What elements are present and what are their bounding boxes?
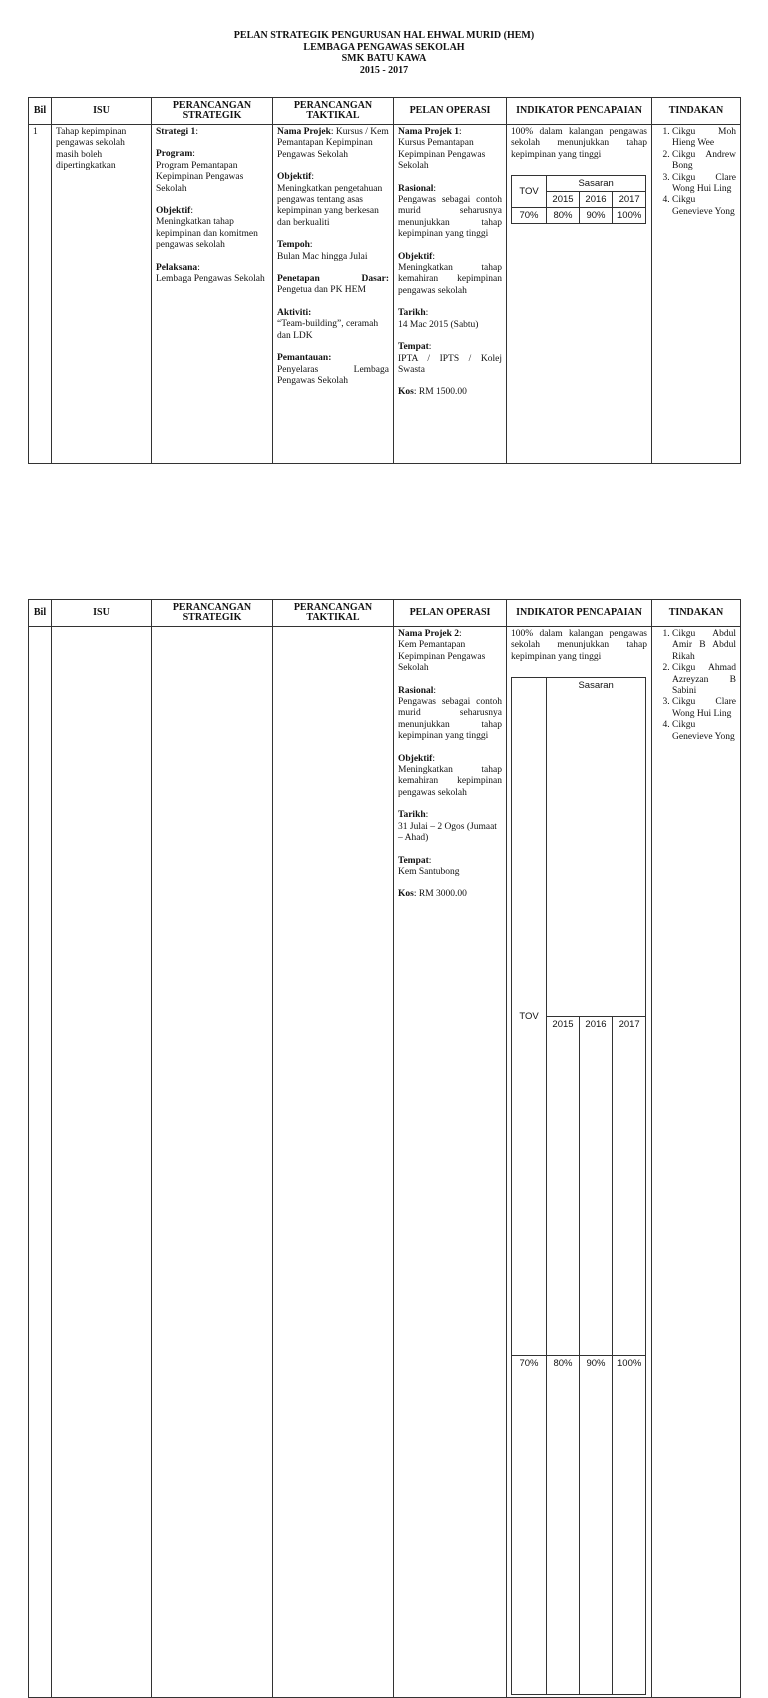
projek-label: Nama Projek xyxy=(277,127,331,137)
objektif-text: Meningkatkan tahap kepimpinan dan komitmen pengawas sekolah xyxy=(156,217,258,251)
header-title: PELAN STRATEGIK PENGURUSAN HAL EHWAL MURID (HEM) xyxy=(233,30,535,41)
col-operasi: PELAN OPERASI xyxy=(394,600,507,627)
aktiviti-label: Aktiviti: xyxy=(277,307,312,318)
target-table xyxy=(511,677,646,1695)
tov-label: TOV xyxy=(512,176,547,208)
target-value: 100% xyxy=(613,208,646,224)
kos-label: Kos xyxy=(398,889,414,900)
tempoh-text: Bulan Mac hingga Julai xyxy=(277,251,368,262)
target-value: 80% xyxy=(547,1356,580,1695)
indikator-text: 100% dalam kalangan pengawas sekolah menunjukkan tahap kepimpinan yang tinggi xyxy=(511,127,647,160)
rasional-label: Rasional xyxy=(398,685,434,696)
col-tindakan: TINDAKAN xyxy=(652,600,741,627)
kos-label: Kos xyxy=(398,387,414,398)
list-item: 1. Cikgu Abdul Amir B Abdul Rikah xyxy=(672,629,736,663)
header-organization: LEMBAGA PENGAWAS SEKOLAH xyxy=(303,41,465,53)
cell-operasi: Nama Projek 1: Kursus Pemantapan Kepimpinan Pengawas Sekolah Rasional: Pengawas sebagai contoh murid seharusnya menunjukkan tahap kepimpinan yang tinggi Objektif: Meningkatkan tahap kemahiran kepimpinan pengawas sekolah Tarikh: 14 Mac 2015 (Sabtu) Tempat: IPTA / IPTS / Kolej Swasta Kos: RM 1500.00 xyxy=(394,125,507,464)
table-row xyxy=(29,125,741,464)
document-header xyxy=(0,30,768,76)
strategi-label: Strategi 1 xyxy=(156,127,196,137)
objektif-label: Objektif xyxy=(398,251,433,262)
cell-operasi: Nama Projek 2: Kem Pemantapan Kepimpinan Pengawas Sekolah Rasional: Pengawas sebagai contoh murid seharusnya menunjukkan tahap kepimpinan yang tinggi Objektif: Meningkatkan tahap kemahiran kepimpinan pengawas sekolah Tarikh: 31 Julai – 2 Ogos (Jumaat – Ahad) Tempat: Kem Santubong Kos: RM 3000.00 xyxy=(394,627,507,1698)
target-value: 90% xyxy=(580,1356,613,1695)
cell-strategik: Strategi 1: Program: Program Pemantapan Kepimpinan Pengawas Sekolah Objektif: Meningkatkan tahap kepimpinan dan komitmen pengawas sekolah Pelaksana: Lembaga Pengawas Sekolah xyxy=(152,125,273,464)
table-header-row xyxy=(29,600,741,627)
table-header-row xyxy=(29,98,741,125)
rasional-text: Pengawas sebagai contoh murid seharusnya menunjukkan tahap kepimpinan yang tinggi xyxy=(398,195,502,240)
sasaran-label: Sasaran xyxy=(547,678,646,1017)
tov-value: 70% xyxy=(512,1356,547,1695)
col-strategik: PERANCANGAN STRATEGIK xyxy=(152,600,273,627)
cell-tindakan xyxy=(652,125,741,464)
col-indikator: INDIKATOR PENCAPAIAN xyxy=(507,600,652,627)
col-bil: Bil xyxy=(29,98,52,125)
projek-label: Nama Projek 2 xyxy=(398,629,460,639)
tempat-label: Tempat xyxy=(398,342,429,353)
target-year: 2017 xyxy=(613,1017,646,1356)
projek-text: : Kursus / Kem Pemantapan Kepimpinan Pengawas Sekolah xyxy=(277,127,389,160)
objektif-text: Meningkatkan pengetahuan pengawas tentang asas kepimpinan yang berkesan dan berkualiti xyxy=(277,183,383,228)
sasaran-label: Sasaran xyxy=(547,176,646,192)
objektif-text: Meningkatkan tahap kemahiran kepimpinan pengawas sekolah xyxy=(398,765,502,798)
aktiviti-text: “Team-building”, ceramah dan LDK xyxy=(277,319,379,341)
target-value: 90% xyxy=(580,208,613,224)
col-bil: Bil xyxy=(29,600,52,627)
table-row xyxy=(29,627,741,1698)
pemantauan-text: Penyelaras Lembaga Pengawas Sekolah xyxy=(277,364,389,386)
target-year: 2017 xyxy=(613,192,646,208)
projek-text: Kursus Pemantapan Kepimpinan Pengawas Sekolah xyxy=(398,138,486,172)
target-year: 2015 xyxy=(547,1017,580,1356)
indikator-text: 100% dalam kalangan pengawas sekolah menunjukkan tahap kepimpinan yang tinggi xyxy=(511,629,647,662)
tempoh-label: Tempoh xyxy=(277,240,310,251)
header-school: SMK BATU KAWA xyxy=(341,53,427,64)
target-value: 100% xyxy=(613,1356,646,1695)
list-item: 2. Cikgu Andrew Bong xyxy=(672,150,736,173)
tarikh-label: Tarikh xyxy=(398,810,426,821)
col-tindakan: TINDAKAN xyxy=(652,98,741,125)
projek-text: Kem Pemantapan Kepimpinan Pengawas Sekolah xyxy=(398,640,486,674)
col-taktikal: PERANCANGAN TAKTIKAL xyxy=(273,600,394,627)
col-strategik: PERANCANGAN STRATEGIK xyxy=(152,98,273,125)
cell-tindakan xyxy=(652,627,741,1698)
kos-text: : RM 1500.00 xyxy=(413,387,467,398)
penetapan-text: Pengetua dan PK HEM xyxy=(277,285,366,296)
list-item: 2. Cikgu Ahmad Azreyzan B Sabini xyxy=(672,663,736,697)
tov-label: TOV xyxy=(512,678,547,1356)
objektif-text: Meningkatkan tahap kemahiran kepimpinan pengawas sekolah xyxy=(398,263,502,296)
pelaksana-text: Lembaga Pengawas Sekolah xyxy=(156,274,265,285)
tindakan-list xyxy=(656,127,736,218)
list-item: 4. Cikgu Genevieve Yong xyxy=(672,195,736,218)
cell-taktikal: Nama Projek: Kursus / Kem Pemantapan Kepimpinan Pengawas Sekolah Objektif: Meningkatkan pengetahuan pengawas tentang asas kepimpinan yang berkesan dan berkualiti Tempoh: Bulan Mac hingga Julai Penetapan Dasar: Pengetua dan PK HEM Aktiviti: “Team-building”, ceramah dan LDK Pemantauan: Penyelaras Lembaga Pengawas Sekolah xyxy=(273,125,394,464)
cell-isu: Tahap kepimpinan pengawas sekolah masih boleh dipertingkatkan xyxy=(52,125,152,464)
objektif-label: Objektif xyxy=(277,172,312,183)
col-taktikal: PERANCANGAN TAKTIKAL xyxy=(273,98,394,125)
tarikh-label: Tarikh xyxy=(398,308,426,319)
pemantauan-label: Pemantauan: xyxy=(277,353,332,364)
list-item: 1. Cikgu Moh Hieng Wee xyxy=(672,127,736,150)
tempat-text: Kem Santubong xyxy=(398,866,460,877)
cell-isu xyxy=(52,627,152,1698)
list-item: 3. Cikgu Clare Wong Hui Ling xyxy=(672,697,736,720)
col-indikator: INDIKATOR PENCAPAIAN xyxy=(507,98,652,125)
tarikh-text: 14 Mac 2015 (Sabtu) xyxy=(398,319,479,330)
tindakan-list xyxy=(656,629,736,743)
list-item: 3. Cikgu Clare Wong Hui Ling xyxy=(672,173,736,196)
target-value: 80% xyxy=(547,208,580,224)
target-table xyxy=(511,175,646,224)
cell-bil xyxy=(29,627,52,1698)
col-isu: ISU xyxy=(52,98,152,125)
cell-bil: 1 xyxy=(29,125,52,464)
penetapan-label: Penetapan Dasar: xyxy=(277,274,389,285)
cell-indikator xyxy=(507,125,652,464)
cell-strategik xyxy=(152,627,273,1698)
plan-table-2 xyxy=(28,599,741,1698)
cell-taktikal xyxy=(273,627,394,1698)
col-operasi: PELAN OPERASI xyxy=(394,98,507,125)
tempat-text: IPTA / IPTS / Kolej Swasta xyxy=(398,353,502,375)
target-year: 2016 xyxy=(580,1017,613,1356)
tarikh-text: 31 Julai – 2 Ogos (Jumaat – Ahad) xyxy=(398,821,497,844)
rasional-label: Rasional xyxy=(398,183,434,194)
program-text: Program Pemantapan Kepimpinan Pengawas Sekolah xyxy=(156,160,244,194)
target-year: 2016 xyxy=(580,192,613,208)
program-label: Program xyxy=(156,149,193,160)
col-isu: ISU xyxy=(52,600,152,627)
objektif-label: Objektif xyxy=(156,206,191,217)
cell-indikator xyxy=(507,627,652,1698)
tempat-label: Tempat xyxy=(398,855,429,866)
pelaksana-label: Pelaksana xyxy=(156,262,198,273)
target-year: 2015 xyxy=(547,192,580,208)
header-period: 2015 - 2017 xyxy=(359,64,409,76)
list-item: 4. Cikgu Genevieve Yong xyxy=(672,720,736,743)
plan-table-1 xyxy=(28,97,741,464)
kos-text: : RM 3000.00 xyxy=(413,889,467,900)
rasional-text: Pengawas sebagai contoh murid seharusnya menunjukkan tahap kepimpinan yang tinggi xyxy=(398,697,502,742)
tov-value: 70% xyxy=(512,208,547,224)
objektif-label: Objektif xyxy=(398,753,433,764)
projek-label: Nama Projek 1 xyxy=(398,127,460,137)
